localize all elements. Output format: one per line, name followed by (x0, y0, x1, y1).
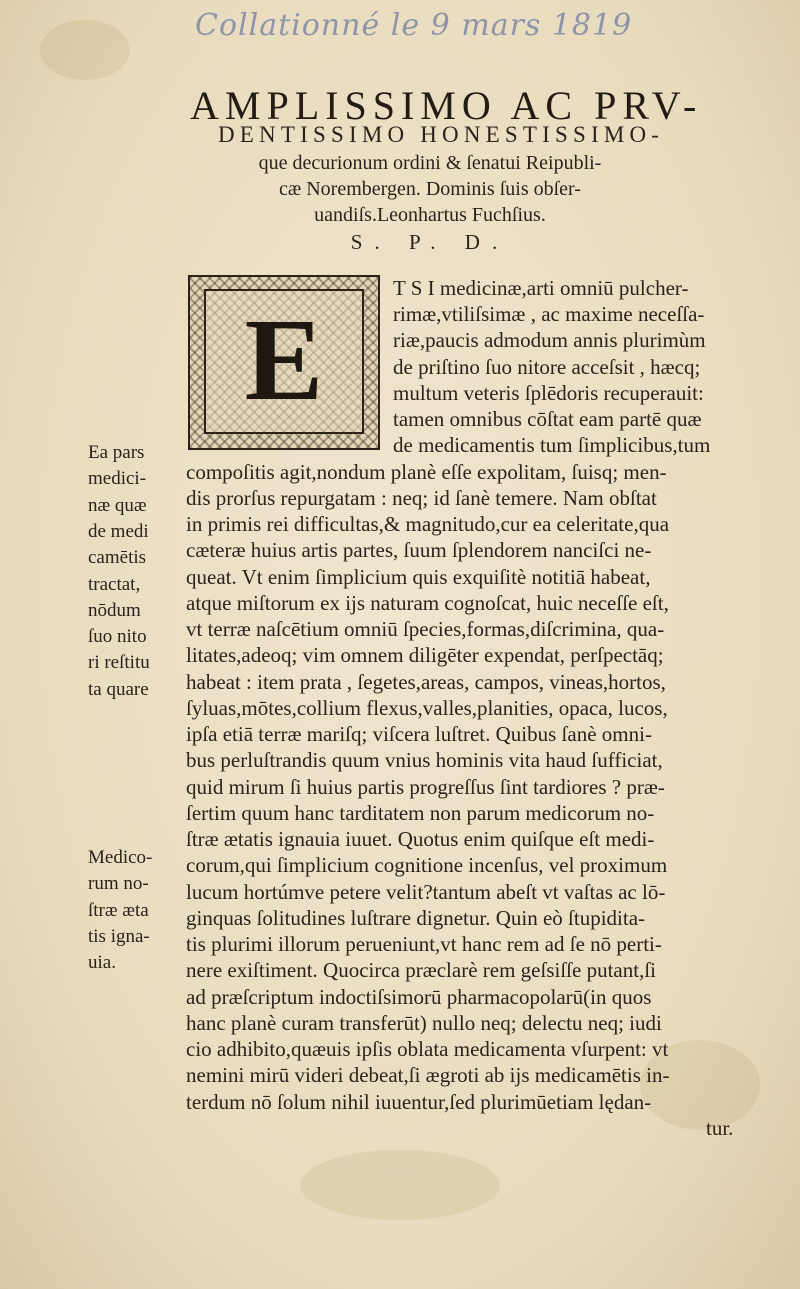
dedication-line: uandiſs.Leonhartus Fuchſius. (314, 204, 546, 226)
text-line: tamen omnibus cōſtat eam partē quæ (393, 407, 702, 431)
margin-line: Ea pars (88, 442, 145, 463)
text-line: compoſitis agit,nondum planè eſſe expolitam, ſuisq; men- (186, 460, 667, 484)
text-line: lucum hortúmve petere velit?tantum abeſt vt vaſtas ac lō- (186, 880, 666, 904)
text-line: vt terræ naſcētium omniū ſpecies,formas,diſcrimina, qua- (186, 617, 665, 641)
text-line: nemini mirū videri debeat,ſi ægroti ab ijs medicamētis in- (186, 1063, 670, 1087)
salutation: S. P. D. (350, 230, 510, 254)
text-line: ad præſcriptum indoctiſsimorū pharmacopolarū(in quos (186, 985, 652, 1009)
handwritten-annotation: Collationné le 9 mars 1819 (195, 8, 633, 43)
text-line: cio adhibito,quæuis ipſis oblata medicamenta vſurpent: vt (186, 1037, 669, 1061)
text-line: bus perluſtrandis quum vnius hominis vita haud ſufficiat, (186, 748, 663, 772)
text-line: habeat : item prata , ſegetes,areas, campos, vineas,hortos, (186, 670, 666, 694)
dedication-line: que decurionum ordini & ſenatui Reipubli- (258, 152, 602, 174)
text-line: terdum nō ſolum nihil iuuentur,ſed plurimūetiam lędan- (186, 1090, 652, 1114)
text-line: rimæ,vtiliſsimæ , ac maxime neceſſa- (393, 302, 705, 326)
text-line: litates,adeoq; vim omnem diligēter expendat, perſpectāq; (186, 643, 664, 667)
text-line: tur. (706, 1116, 734, 1140)
margin-line: ta quare (88, 679, 149, 700)
text-line: de medicamentis tum ſimplicibus,tum (393, 433, 711, 457)
text-line: nere exiſtiment. Quocirca præclarè rem geſsiſſe putant,ſi (186, 958, 656, 982)
age-stain (40, 20, 130, 80)
text-line: tis plurimi illorum perueniunt,vt hanc rem ad ſe nō perti- (186, 932, 662, 956)
text-line: dis prorſus repurgatam : neq; id ſanè temere. Nam obſtat (186, 486, 657, 510)
text-line: quid mirum ſi huius partis progreſſus ſint tardiores ? præ- (186, 775, 665, 799)
text-line: corum,qui ſimplicium cognitione incenſus, vel proximum (186, 853, 668, 877)
margin-line: næ quæ (88, 495, 147, 516)
decorated-initial (188, 275, 380, 450)
margin-line: Medico- (88, 847, 153, 868)
heading-line-2: DENTISSIMO HONESTISSIMO- (218, 122, 665, 147)
text-line: hanc planè curam transferūt) nullo neq; delectu neq; iudi (186, 1011, 662, 1035)
margin-line: medici- (88, 468, 147, 489)
text-line: ſyluas,mōtes,collium flexus,valles,planities, opaca, lucos, (186, 696, 668, 720)
text-line: riæ,paucis admodum annis plurimùm (393, 328, 706, 352)
dedication (190, 150, 670, 228)
margin-line: de medi (88, 521, 149, 542)
text-line: cæteræ huius artis partes, ſuum ſplendorem nanciſci ne- (186, 538, 652, 562)
text-line: ginquas ſolitudines luſtrare dignetur. Quin eò ſtupidita- (186, 906, 646, 930)
margin-line: ſuo nito (88, 626, 147, 647)
initial-frame (204, 289, 364, 434)
margin-line: ri reſtitu (88, 652, 150, 673)
margin-line: tractat, (88, 574, 141, 595)
margin-line: tis igna- (88, 926, 150, 947)
margin-line: camētis (88, 547, 147, 568)
initial-letter: E (244, 294, 324, 425)
text-line: multum veteris ſplēdoris recuperauit: (393, 381, 704, 405)
text-line: ipſa etiā terræ mariſq; viſcera luſtret. Quibus ſanè omni- (186, 722, 652, 746)
text-line: de priſtino ſuo nitore acceſsit , hæcq; (393, 355, 701, 379)
text-line: ſtræ ætatis ignauia iuuet. Quotus enim quiſque eſt medi- (186, 827, 655, 851)
margin-line: nōdum (88, 600, 141, 621)
text-line: in primis rei difficultas,& magnitudo,cur ea celeritate,qua (186, 512, 670, 536)
heading-line-1: AMPLISSIMO AC PRV- (190, 83, 703, 128)
margin-line: ſtræ æta (88, 900, 149, 921)
text-line: queat. Vt enim ſimplicium quis exquiſitè notitiā habeat, (186, 565, 651, 589)
margin-line: uia. (88, 952, 116, 973)
age-stain (300, 1150, 500, 1220)
dedication-line: cæ Norembergen. Dominis ſuis obſer- (279, 178, 581, 200)
margin-line: rum no- (88, 873, 149, 894)
text-line: ſertim quum hanc tarditatem non parum medicorum no- (186, 801, 655, 825)
text-line: T S I medicinæ,arti omniū pulcher- (393, 276, 689, 300)
text-line: atque miſtorum ex ijs naturam cognoſcat, huic neceſſe eſt, (186, 591, 669, 615)
